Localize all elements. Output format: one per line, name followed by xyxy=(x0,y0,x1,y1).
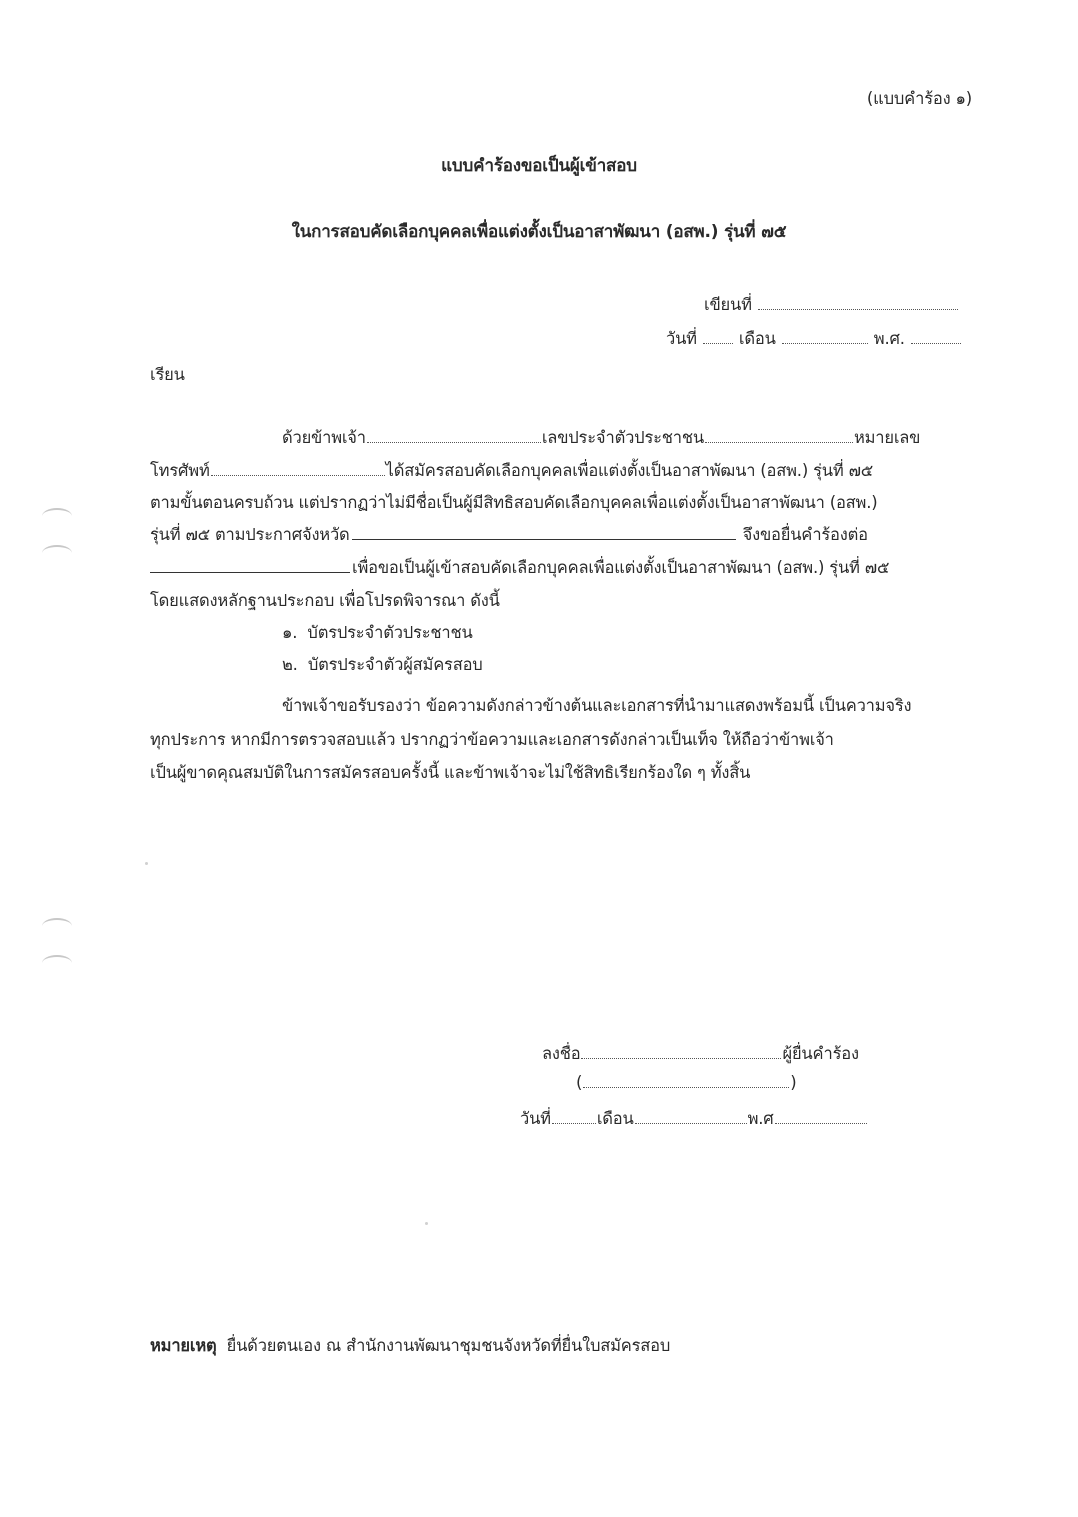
phone-label: โทรศัพท์ xyxy=(150,461,210,480)
year-label: พ.ศ. xyxy=(873,329,905,348)
certification-line-2: ทุกประการ หากมีการตรวจสอบแล้ว ปรากฏว่าข้อความและเอกสารดังกล่าวเป็นเท็จ ให้ถือว่าข้าพเจ้า xyxy=(150,730,834,749)
body-line-6: โดยแสดงหลักฐานประกอบ เพื่อโปรดพิจารณา ดังนี้ xyxy=(150,591,500,610)
year-label: พ.ศ xyxy=(747,1109,774,1128)
body-text: เพื่อขอเป็นผู้เข้าสอบคัดเลือกบุคคลเพื่อแต่งตั้งเป็นอาสาพัฒนา (อสพ.) รุ่นที่ ๗๕ xyxy=(352,558,890,577)
list-text: บัตรประจำตัวผู้สมัครสอบ xyxy=(307,655,483,674)
phone-number-prefix: หมายเลข xyxy=(853,428,921,447)
signature-field[interactable] xyxy=(581,1058,781,1059)
paren-open: ( xyxy=(576,1073,583,1092)
recipient-field[interactable] xyxy=(150,572,350,573)
province-field[interactable] xyxy=(352,539,736,540)
phone-field[interactable] xyxy=(211,475,385,476)
body-line-1 xyxy=(282,425,920,451)
date-month-field[interactable] xyxy=(782,343,868,344)
body-line-3: ตามขั้นตอนครบถ้วน แต่ปรากฏว่าไม่มีชื่อเป็นผู้มีสิทธิสอบคัดเลือกบุคคลเพื่อแต่งตั้งเป็นอาสาพัฒนา (อสพ.) xyxy=(150,493,878,512)
certification-line-3: เป็นผู้ขาดคุณสมบัติในการสมัครสอบครั้งนี้ และข้าพเจ้าจะไม่ใช้สิทธิเรียกร้องใด ๆ ทั้งสิ้น xyxy=(150,763,751,782)
certification-line-1: ข้าพเจ้าขอรับรองว่า ข้อความดังกล่าวข้างต้นและเอกสารที่นำมาแสดงพร้อมนี้ เป็นความจริง xyxy=(282,696,912,715)
date-row xyxy=(666,326,962,352)
printed-name-field[interactable] xyxy=(583,1087,789,1088)
scan-speck xyxy=(425,1222,428,1225)
salutation: เรียน xyxy=(150,365,185,384)
evidence-item xyxy=(282,620,473,646)
form-subtitle: ในการสอบคัดเลือกบุคคลเพื่อแต่งตั้งเป็นอาสาพัฒนา (อสพ.) รุ่นที่ ๗๕ xyxy=(291,222,787,242)
written-at-row xyxy=(704,292,959,318)
scan-speck xyxy=(145,862,148,865)
list-number: ๑. xyxy=(282,623,298,642)
citizen-id-label: เลขประจำตัวประชาชน xyxy=(541,428,704,447)
body-line-5 xyxy=(150,555,889,581)
signature-row xyxy=(542,1041,859,1067)
evidence-item xyxy=(282,652,483,678)
list-number: ๒. xyxy=(282,655,298,674)
punch-hole-mark xyxy=(42,508,72,524)
punch-hole-mark xyxy=(42,955,72,971)
paren-close: ) xyxy=(790,1073,797,1092)
body-line-2 xyxy=(150,458,873,484)
form-code: (แบบคำร้อง ๑) xyxy=(866,89,972,108)
punch-hole-mark xyxy=(42,545,72,561)
sign-label: ลงชื่อ xyxy=(542,1044,581,1063)
printed-name-row xyxy=(576,1073,797,1092)
date-label: วันที่ xyxy=(666,329,697,348)
body-line-4 xyxy=(150,522,868,548)
date-year-field[interactable] xyxy=(911,343,961,344)
announcement-label: รุ่นที่ ๗๕ ตามประกาศจังหวัด xyxy=(150,525,350,544)
sign-day-field[interactable] xyxy=(552,1123,596,1124)
body-text: ได้สมัครสอบคัดเลือกบุคคลเพื่อแต่งตั้งเป็นอาสาพัฒนา (อสพ.) รุ่นที่ ๗๕ xyxy=(385,461,874,480)
list-text: บัตรประจำตัวประชาชน xyxy=(307,623,473,642)
written-at-field[interactable] xyxy=(758,309,958,310)
sign-month-field[interactable] xyxy=(635,1123,747,1124)
applicant-name-field[interactable] xyxy=(367,442,541,443)
form-title: แบบคำร้องขอเป็นผู้เข้าสอบ xyxy=(441,156,637,176)
applicant-role-label: ผู้ยื่นคำร้อง xyxy=(782,1044,859,1063)
date-day-field[interactable] xyxy=(703,343,733,344)
note-row xyxy=(150,1333,670,1359)
submit-to-label: จึงขอยื่นคำร้องต่อ xyxy=(742,525,868,544)
note-text: ยื่นด้วยตนเอง ณ สำนักงานพัฒนาชุมชนจังหวัดที่ยื่นใบสมัครสอบ xyxy=(226,1336,671,1355)
month-label: เดือน xyxy=(596,1109,634,1128)
month-label: เดือน xyxy=(738,329,776,348)
punch-hole-mark xyxy=(42,918,72,934)
name-label: ด้วยข้าพเจ้า xyxy=(282,428,366,447)
date-label: วันที่ xyxy=(520,1109,551,1128)
citizen-id-field[interactable] xyxy=(705,442,853,443)
signature-date-row xyxy=(520,1106,868,1132)
note-label: หมายเหตุ xyxy=(150,1336,217,1355)
written-at-label: เขียนที่ xyxy=(704,295,752,314)
sign-year-field[interactable] xyxy=(775,1123,867,1124)
